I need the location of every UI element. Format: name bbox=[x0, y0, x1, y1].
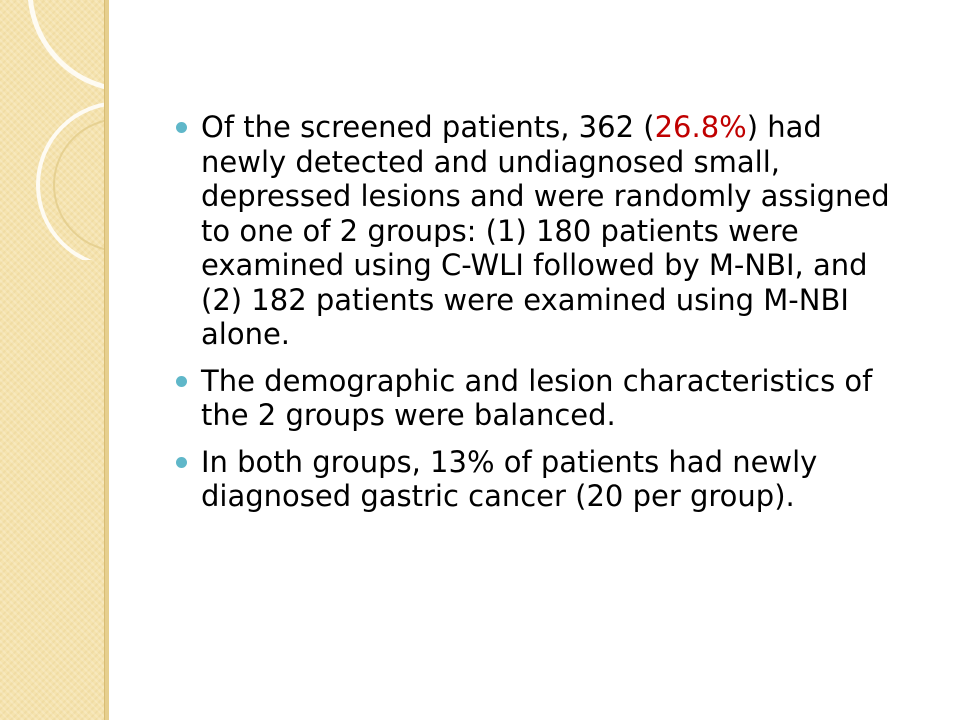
bullet-list bbox=[176, 110, 916, 514]
strip-edge-divider bbox=[104, 0, 109, 720]
bullet-dot-icon bbox=[176, 376, 187, 387]
slide-content bbox=[176, 110, 916, 526]
highlight-percentage: 26.8% bbox=[654, 110, 747, 144]
bullet-text-start: Of the screened patients, 362 ( bbox=[201, 110, 655, 144]
bullet-dot-icon bbox=[176, 122, 187, 133]
bullet-gastric-cancer bbox=[176, 445, 916, 514]
decorative-side-strip bbox=[0, 0, 104, 720]
bullet-demographics bbox=[176, 364, 916, 433]
bullet-text: In both groups, 13% of patients had newly diagnosed gastric cancer (20 per group). bbox=[201, 444, 818, 513]
bullet-dot-icon bbox=[176, 457, 187, 468]
bullet-screened-patients bbox=[176, 110, 916, 352]
bullet-text: The demographic and lesion characteristics of the 2 groups were balanced. bbox=[201, 363, 873, 432]
bullet-text-end: ) had newly detected and undiagnosed small, depressed lesions and were randomly assigned to one of 2 groups: (1) 180 patients were examined using C-WLI followed by M-NBI, and (2) 182 patients were examined using M-NBI alone. bbox=[201, 110, 890, 351]
decorative-circles-icon bbox=[0, 0, 104, 260]
